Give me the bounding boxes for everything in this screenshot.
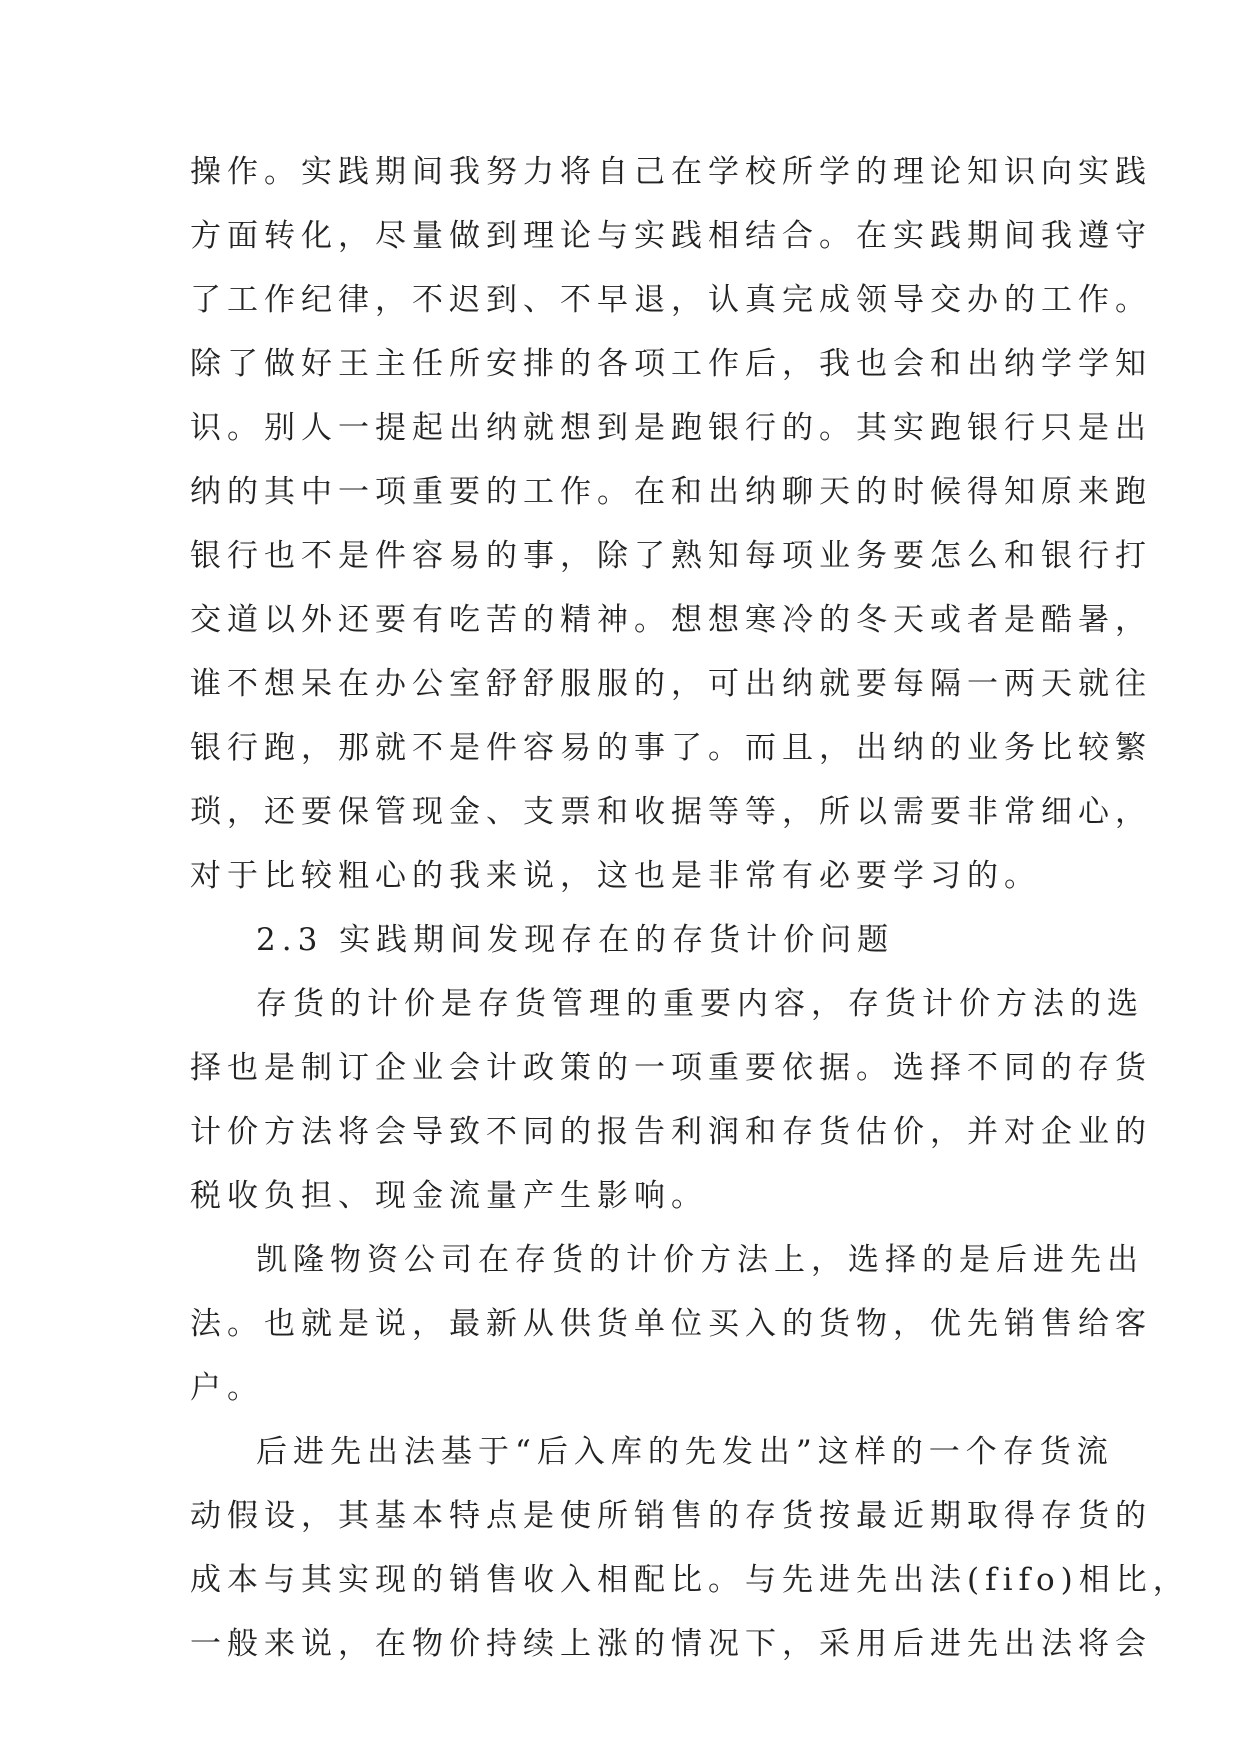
text-line: 成本与其实现的销售收入相配比。与先进先出法(fifo)相比， [190, 1562, 1190, 1598]
text-line: 计价方法将会导致不同的报告利润和存货估价，并对企业的 [190, 1114, 1152, 1150]
text-line: 琐，还要保管现金、支票和收据等等，所以需要非常细心， [190, 794, 1152, 830]
text-line: 户。 [190, 1370, 264, 1406]
text-line: 税收负担、现金流量产生影响。 [190, 1178, 708, 1214]
document-page [190, 140, 1190, 1676]
paragraph-start-line: 后进先出法基于“后入库的先发出”这样的一个存货流 [256, 1434, 1114, 1470]
text-line: 识。别人一提起出纳就想到是跑银行的。其实跑银行只是出 [190, 410, 1152, 446]
text-line: 法。也就是说，最新从供货单位买入的货物，优先销售给客 [190, 1306, 1152, 1342]
text-line: 操作。实践期间我努力将自己在学校所学的理论知识向实践 [190, 154, 1152, 190]
text-line: 谁不想呆在办公室舒舒服服的，可出纳就要每隔一两天就往 [190, 666, 1152, 702]
text-line: 方面转化，尽量做到理论与实践相结合。在实践期间我遵守 [190, 218, 1152, 254]
text-line: 银行也不是件容易的事，除了熟知每项业务要怎么和银行打 [190, 538, 1152, 574]
paragraph-start-line: 存货的计价是存货管理的重要内容，存货计价方法的选 [256, 986, 1144, 1022]
text-line: 交道以外还要有吃苦的精神。想想寒冷的冬天或者是酷暑， [190, 602, 1152, 638]
text-line: 动假设，其基本特点是使所销售的存货按最近期取得存货的 [190, 1498, 1152, 1534]
text-line: 择也是制订企业会计政策的一项重要依据。选择不同的存货 [190, 1050, 1152, 1086]
text-line: 了工作纪律，不迟到、不早退，认真完成领导交办的工作。 [190, 282, 1152, 318]
paragraph-start-line: 凯隆物资公司在存货的计价方法上，选择的是后进先出 [256, 1242, 1144, 1278]
text-line: 除了做好王主任所安排的各项工作后，我也会和出纳学学知 [190, 346, 1152, 382]
text-line: 对于比较粗心的我来说，这也是非常有必要学习的。 [190, 858, 1041, 894]
text-line: 一般来说，在物价持续上涨的情况下，采用后进先出法将会 [190, 1626, 1152, 1662]
section-heading: 2.3 实践期间发现存在的存货计价问题 [256, 922, 895, 958]
text-line: 纳的其中一项重要的工作。在和出纳聊天的时候得知原来跑 [190, 474, 1152, 510]
text-line: 银行跑，那就不是件容易的事了。而且，出纳的业务比较繁 [190, 730, 1152, 766]
